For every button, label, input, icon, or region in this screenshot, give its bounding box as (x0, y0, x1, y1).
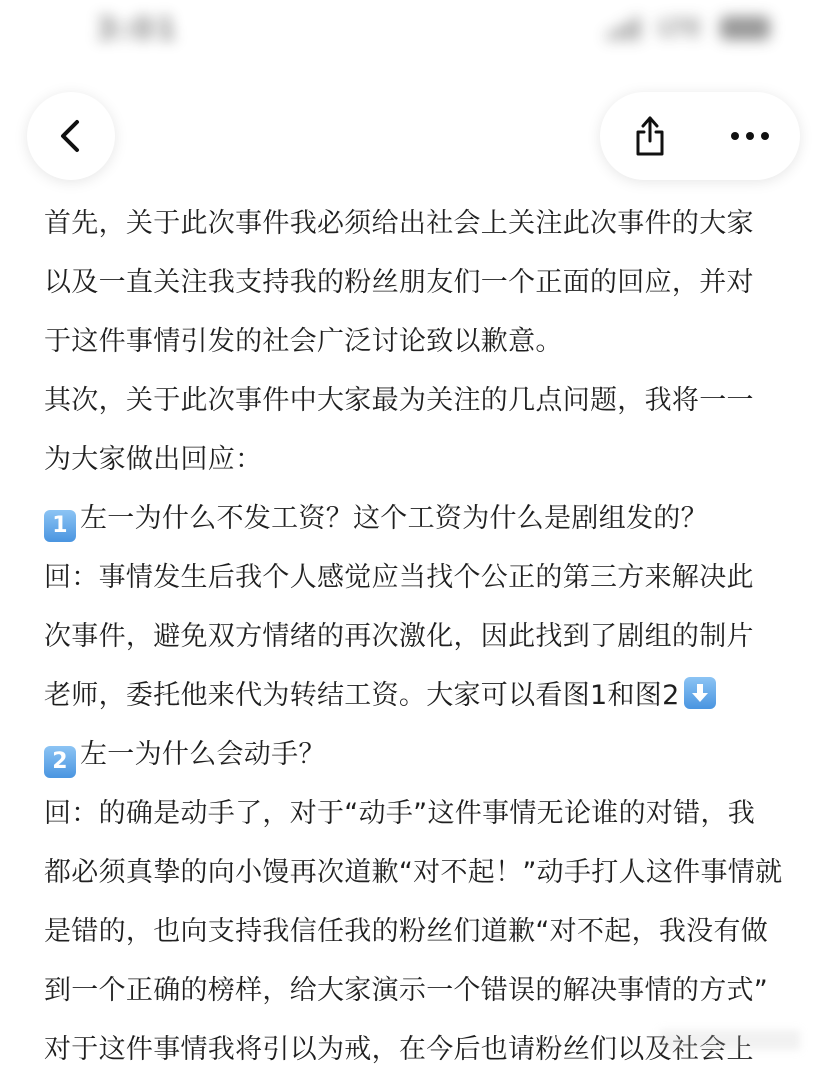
question-text: 左一为什么会动手？ (80, 739, 326, 770)
paragraph-line: 为大家做出回应： (44, 444, 263, 475)
paragraph-line: 次事件，避免双方情绪的再次激化，因此找到了剧组的制片 (44, 621, 754, 652)
network-label: LTE (657, 14, 702, 42)
down-arrow-icon (684, 677, 716, 709)
status-indicators (607, 14, 770, 42)
question-text: 左一为什么不发工资？这个工资为什么是剧组发的？ (80, 503, 708, 534)
question-line (44, 725, 794, 784)
paragraph-line: 回：的确是动手了，对于“动手”这件事情无论谁的对错，我 (44, 798, 756, 829)
status-bar (0, 0, 830, 70)
nav-action-group (600, 92, 800, 180)
paragraph-line: 到一个正确的榜样，给大家演示一个错误的解决事情的方式” (44, 975, 769, 1006)
share-button[interactable] (600, 92, 700, 180)
share-icon (632, 114, 668, 158)
answer-text: 老师，委托他来代为转结工资。大家可以看图1和图2 (44, 680, 680, 711)
question-line (44, 489, 794, 548)
paragraph-line (44, 666, 794, 725)
paragraph-line: 于这件事情引发的社会广泛讨论致以歉意。 (44, 326, 563, 357)
paragraph-line: 其次，关于此次事件中大家最为关注的几点问题，我将一一 (44, 385, 754, 416)
keycap-2-icon: 2 (44, 746, 76, 778)
paragraph-line: 回：事情发生后我个人感觉应当找个公正的第三方来解决此 (44, 562, 754, 593)
status-time: 3:01 (96, 12, 179, 47)
article-body (44, 194, 794, 1079)
paragraph-line: 对于这件事情我将引以为戒，在今后也请粉丝们以及社会上 (44, 1034, 754, 1065)
back-button[interactable] (27, 92, 115, 180)
ellipsis-icon (730, 131, 770, 141)
paragraph-line: 都必须真挚的向小馒再次道歉“对不起！”动手打人这件事情就 (44, 857, 783, 888)
watermark (660, 1030, 800, 1050)
paragraph-line: 是错的，也向支持我信任我的粉丝们道歉“对不起，我没有做 (44, 916, 769, 947)
paragraph-line: 首先，关于此次事件我必须给出社会上关注此次事件的大家 (44, 208, 754, 239)
keycap-1-icon: 1 (44, 510, 76, 542)
signal-icon (607, 17, 640, 40)
chevron-left-icon (57, 118, 85, 154)
paragraph-line: 以及一直关注我支持我的粉丝朋友们一个正面的回应，并对 (44, 267, 754, 298)
more-button[interactable] (700, 92, 800, 180)
battery-icon (720, 16, 770, 40)
